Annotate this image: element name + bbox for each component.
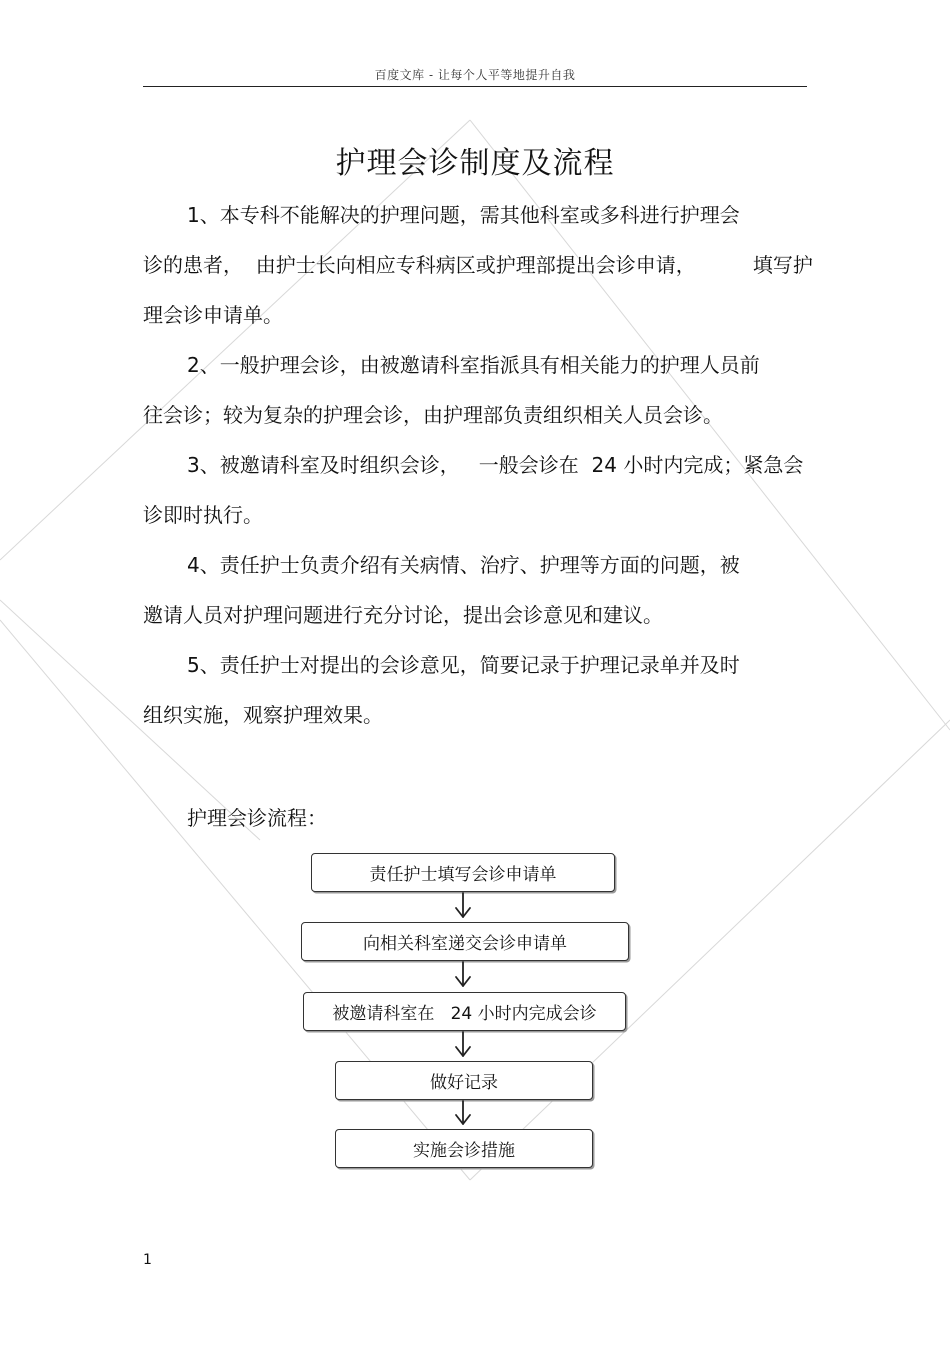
paragraph-5-line-1: 5、责任护士对提出的会诊意见，简要记录于护理记录单并及时 xyxy=(187,653,740,677)
document-title: 护理会诊制度及流程 xyxy=(335,146,615,181)
header-divider xyxy=(143,86,807,87)
page-number: 1 xyxy=(143,1252,152,1268)
flowchart-label: 护理会诊流程： xyxy=(187,806,327,830)
flow-step-5: 实施会诊措施 xyxy=(335,1129,593,1168)
flow-step-4: 做好记录 xyxy=(335,1061,593,1100)
paragraph-2-line-1: 2、一般护理会诊，由被邀请科室指派具有相关能力的护理人员前 xyxy=(187,353,760,377)
paragraph-4-line-1: 4、责任护士负责介绍有关病情、治疗、护理等方面的问题，被 xyxy=(187,553,740,577)
paragraph-1-line-3: 理会诊申请单。 xyxy=(143,303,283,327)
paragraph-5-line-2: 组织实施，观察护理效果。 xyxy=(143,703,383,727)
paragraph-4-line-2: 邀请人员对护理问题进行充分讨论，提出会诊意见和建议。 xyxy=(143,603,663,627)
paragraph-2-line-2: 往会诊；较为复杂的护理会诊，由护理部负责组织相关人员会诊。 xyxy=(143,403,723,427)
paragraph-1-line-2: 诊的患者， 由护士长向相应专科病区或护理部提出会诊申请， 填写护 xyxy=(143,253,813,277)
flow-step-2: 向相关科室递交会诊申请单 xyxy=(301,922,629,961)
paragraph-1-line-1: 1、本专科不能解决的护理问题，需其他科室或多科进行护理会 xyxy=(187,203,740,227)
paragraph-3-line-2: 诊即时执行。 xyxy=(143,503,263,527)
down-arrow-icon xyxy=(456,893,470,917)
page-header: 百度文库 - 让每个人平等地提升自我 xyxy=(374,68,576,82)
down-arrow-icon xyxy=(456,1032,470,1056)
down-arrow-icon xyxy=(456,1101,470,1124)
paragraph-3-line-1: 3、被邀请科室及时组织会诊， 一般会诊在 24 小时内完成；紧急会 xyxy=(187,453,804,477)
flow-step-3: 被邀请科室在 24 小时内完成会诊 xyxy=(303,992,626,1031)
flow-step-1: 责任护士填写会诊申请单 xyxy=(311,853,615,892)
down-arrow-icon xyxy=(456,962,470,986)
